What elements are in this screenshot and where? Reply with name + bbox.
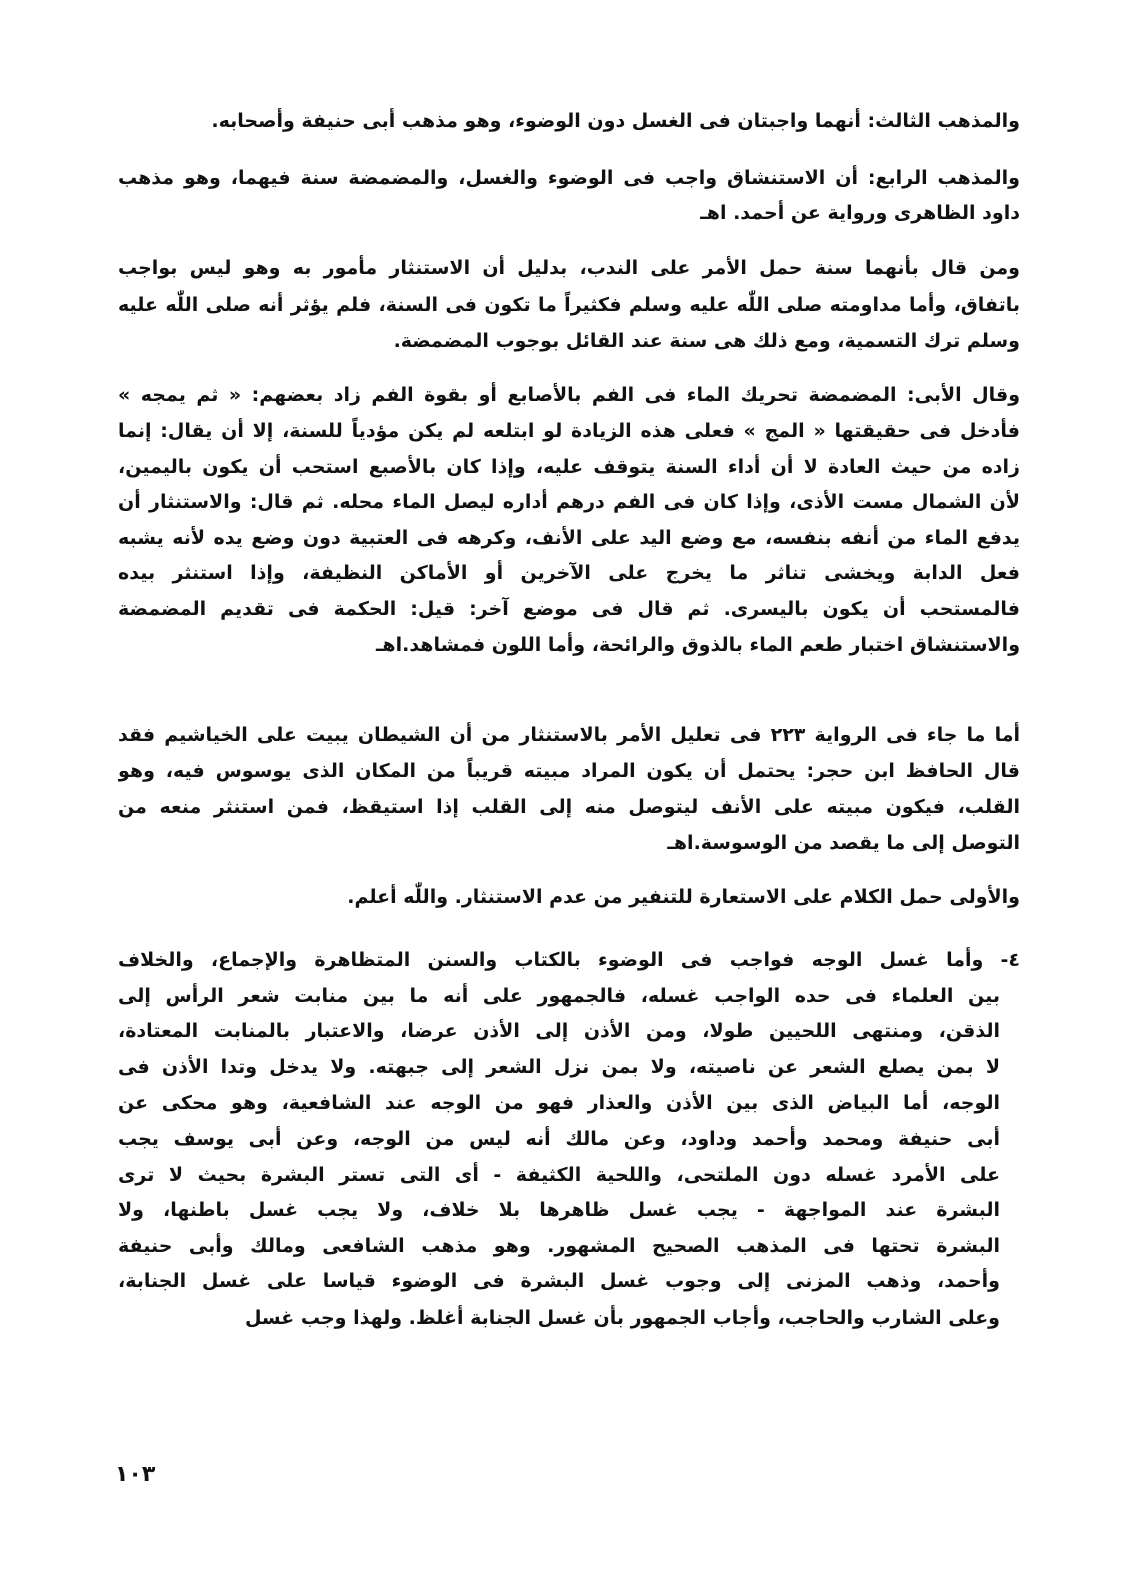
text-line: فعل الدابة ويخشى تناثر ما يخرج على الآخرين أو الأماكن النظيفة، وإذا استنثر بيده [118,562,1020,584]
text-line: باتفاق، وأما مداومته صلى اللّٰه عليه وسلم فكثيراً ما تكون فى السنة، فلم يؤثر أنه صلى اللّٰه عليه [118,294,1020,316]
text-line: بين العلماء فى حده الواجب غسله، فالجمهور على أنه ما بين منابت شعر الرأس إلى [118,985,1000,1007]
text-line: داود الظاهرى ورواية عن أحمد. اهـ [700,202,1020,224]
text-line: والأولى حمل الكلام على الاستعارة للتنفير من عدم الاستنثار. واللّٰه أعلم. [347,886,1020,908]
text-line: التوصل إلى ما يقصد من الوسوسة.اهـ [667,832,1020,854]
text-line: على الأمرد غسله دون الملتحى، واللحية الكثيفة - أى التى تستر البشرة بحيث لا ترى [118,1164,1000,1186]
text-line: وسلم ترك التسمية، ومع ذلك هى سنة عند القائل بوجوب المضمضة. [393,330,1020,352]
text-line: والمذهب الثالث: أنهما واجبتان فى الغسل دون الوضوء، وهو مذهب أبى حنيفة وأصحابه. [211,110,1020,132]
text-line: وقال الأبى: المضمضة تحريك الماء فى الفم بالأصابع أو بقوة الفم زاد بعضهم: « ثم يمجه » [118,384,1020,406]
text-line: البشرة تحتها فى المذهب الصحيح المشهور. وهو مذهب الشافعى ومالك وأبى حنيفة [118,1235,1000,1257]
text-line: الوجه، أما البياض الذى بين الأذن والعذار فهو من الوجه عند الشافعية، وهو محكى عن [118,1092,1000,1114]
text-line: ٤- وأما غسل الوجه فواجب فى الوضوء بالكتاب والسنن المتظاهرة والإجماع، والخلاف [118,949,1020,971]
text-line: والمذهب الرابع: أن الاستنشاق واجب فى الوضوء والغسل، والمضمضة سنة فيهما، وهو مذهب [118,167,1020,189]
text-line: البشرة عند المواجهة - يجب غسل ظاهرها بلا خلاف، ولا يجب غسل باطنها، ولا [118,1199,1000,1221]
text-line: قال الحافظ ابن حجر: يحتمل أن يكون المراد مبيته قريباً من المكان الذى يوسوس فيه، وهو [118,760,1020,782]
text-line: لا بمن يصلع الشعر عن ناصيته، ولا بمن نزل الشعر إلى جبهته. ولا يدخل وتدا الأذن فى [118,1056,1000,1078]
text-line: وعلى الشارب والحاجب، وأجاب الجمهور بأن غسل الجنابة أغلظ. ولهذا وجب غسل [244,1307,1000,1329]
text-line: ومن قال بأنهما سنة حمل الأمر على الندب، بدليل أن الاستنثار مأمور به وهو ليس بواجب [118,257,1020,279]
text-line: أبى حنيفة ومحمد وأحمد وداود، وعن مالك أنه ليس من الوجه، وعن أبى يوسف يجب [118,1128,1000,1150]
text-line: زاده من حيث العادة لا أن أداء السنة يتوقف عليه، وإذا كان بالأصبع استحب أن يكون باليمين، [118,456,1020,478]
text-line: الذقن، ومنتهى اللحيين طولا، ومن الأذن إلى الأذن عرضا، والاعتبار بالمنابت المعتادة، [118,1020,1000,1042]
text-line: فأدخل فى حقيقتها « المج » فعلى هذه الزيادة لو ابتلعه لم يكن مؤدياً للسنة، إلا أن يقال: إنما [118,420,1020,442]
text-line: والاستنشاق اختبار طعم الماء بالذوق والرائحة، وأما اللون فمشاهد.اهـ [375,634,1020,656]
text-line: وأحمد، وذهب المزنى إلى وجوب غسل البشرة فى الوضوء قياسا على غسل الجنابة، [118,1270,1000,1292]
text-line: القلب، فيكون مبيته على الأنف ليتوصل منه إلى القلب إذا استيقظ، فمن استنثر منعه من [118,796,1020,818]
text-line: فالمستحب أن يكون باليسرى. ثم قال فى موضع آخر: قيل: الحكمة فى تقديم المضمضة [118,598,1020,620]
text-line: أما ما جاء فى الرواية ٢٢٣ فى تعليل الأمر بالاستنثار من أن الشيطان يبيت على الخياشيم فقد [118,724,1020,746]
text-line: يدفع الماء من أنفه بنفسه، مع وضع اليد على الأنف، وكرهه فى العتبية دون وضع يده لأنه يشبه [118,527,1020,549]
page-number: ١٠٣ [115,1462,156,1487]
text-line: لأن الشمال مست الأذى، وإذا كان فى الفم درهم أداره ليصل الماء محله. ثم قال: والاستنثار أن [118,491,1020,513]
